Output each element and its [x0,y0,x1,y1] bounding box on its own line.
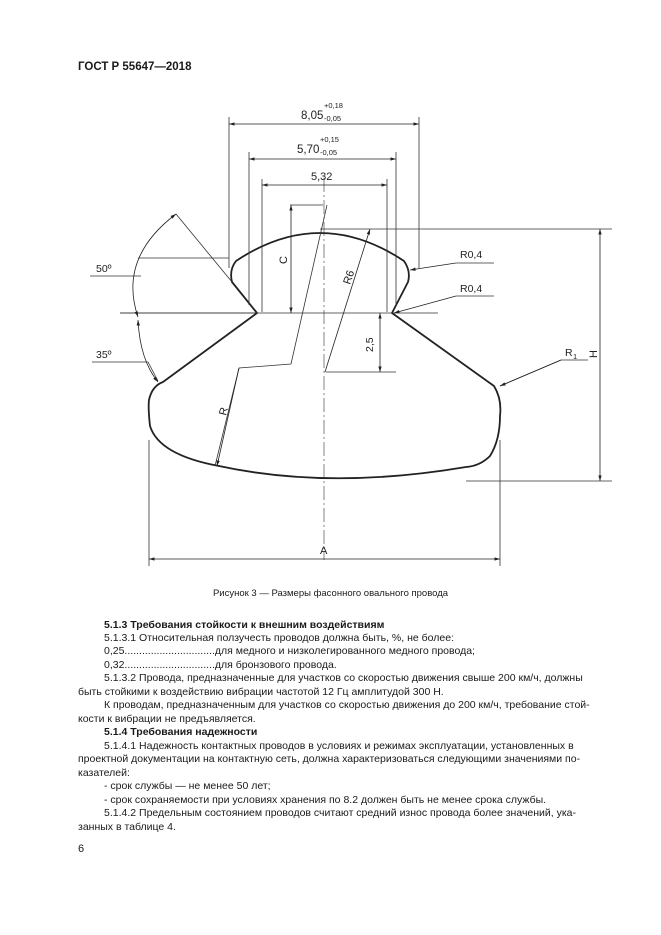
dim-r1: R [565,347,573,359]
paragraph-5-1-3-2-line1: 5.1.3.2 Провода, предназначенные для участков со скоростью движения свыше 200 км/ч, должны [104,672,583,684]
paragraph-5-1-4-1-line3: казателей: [78,767,130,779]
dim-h: H [588,350,600,358]
paragraph-vibration-line1: К проводам, предназначенным для участков со скоростью движения до 200 км/ч, требование стой- [104,699,590,711]
dim-805-minus: -0,05 [324,114,342,123]
paragraph-5-1-3-1: 5.1.3.1 Относительная ползучесть проводов должна быть, %, не более: [104,632,454,644]
paragraph-vibration-line2: кости к вибрации не предъявляется. [78,713,256,725]
angle-35: 35º [96,349,112,361]
dim-570-plus: +0,15 [320,135,339,144]
paragraph-5-1-4-1-line1: 5.1.4.1 Надежность контактных проводов в условиях и режимах эксплуатации, установленных в [104,740,574,752]
dim-r1-sub: 1 [573,352,578,361]
heading-5-1-4: 5.1.4 Требования надежности [104,726,258,738]
list-item-service-life: - срок службы — не менее 50 лет; [104,780,271,792]
figure-caption: Рисунок 3 — Размеры фасонного овального провода [212,588,449,599]
dim-25: 2,5 [364,337,376,352]
heading-5-1-3: 5.1.3 Требования стойкости к внешним воздействиям [104,619,385,631]
angle-50: 50º [96,263,112,275]
dim-r04-bottom: R0,4 [460,283,483,295]
document-header: ГОСТ Р 55647—2018 [78,61,192,73]
paragraph-5-1-4-2-line1: 5.1.4.2 Предельным состоянием проводов считают средний износ провода более значений, ука- [104,807,577,819]
dim-570: 5,70 [297,144,320,156]
dim-a: A [320,545,328,557]
paragraph-5-1-4-1-line2: проектной документации на контактную сеть, должна характеризоваться следующими значениями по- [78,753,581,765]
dim-r: R [217,406,231,417]
paragraph-5-1-4-2-line2: занных в таблице 4. [78,821,176,833]
dim-c: C [278,256,290,264]
dim-r6: R6 [341,268,358,286]
dim-805-plus: +0,18 [324,101,343,110]
wire-profile-outline [149,233,501,478]
dim-r04-top: R0,4 [460,249,483,261]
dim-532: 5,32 [311,171,333,183]
page-number: 6 [78,843,85,855]
creep-row-032: 0,32...............................для бронзового провода. [104,659,337,671]
dim-570-minus: -0,05 [320,148,338,157]
creep-row-025: 0,25...............................для медного и низколегированного медного провода; [104,645,475,657]
list-item-storage-life: - срок сохраняемости при условиях хранения по 8.2 должен быть не менее срока службы. [104,794,547,806]
dim-805: 8,05 [301,110,324,122]
paragraph-5-1-3-2-line2: быть стойкими к воздействию вибрации частотой 12 Гц амплитудой 300 Н. [78,686,444,698]
